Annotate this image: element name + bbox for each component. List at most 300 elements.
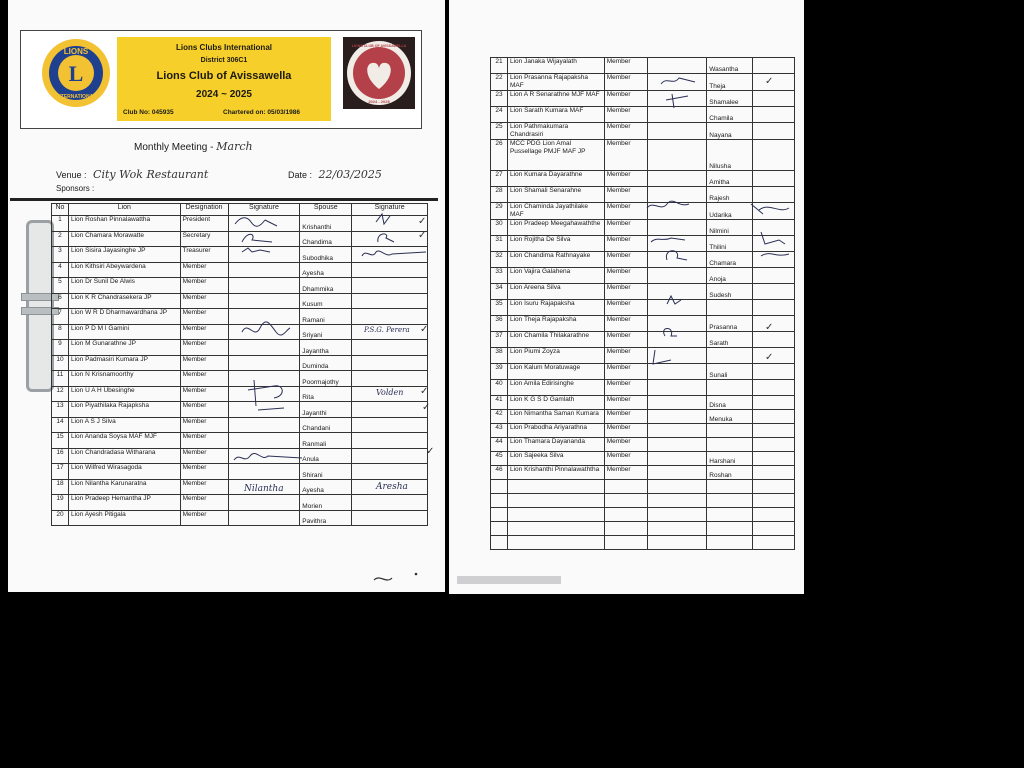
row-number: 16 — [52, 448, 69, 464]
designation: Member — [180, 464, 228, 480]
designation: Member — [180, 386, 228, 402]
spouse-signature-cell — [753, 438, 795, 452]
row-number: 5 — [52, 278, 69, 294]
row-number: 17 — [52, 464, 69, 480]
col-no: No — [52, 204, 69, 216]
spouse-name: Ramani — [300, 309, 352, 325]
designation: Member — [604, 316, 647, 332]
signature-mark — [645, 198, 693, 214]
empty-cell — [507, 480, 604, 494]
table-row — [52, 510, 428, 526]
spouse-name: Anula — [300, 448, 352, 464]
spouse-name: Theja — [707, 74, 753, 91]
spouse-name: Wasantha — [707, 58, 753, 74]
designation: Member — [180, 355, 228, 371]
designation: Member — [604, 91, 647, 107]
signature-mark — [649, 232, 689, 246]
spouse-name: Ranmali — [300, 433, 352, 449]
empty-cell — [707, 480, 753, 494]
logo-text: LIONS — [63, 47, 89, 56]
member-name: Lion Nilantha Karunaratna — [68, 479, 180, 495]
table-row — [491, 410, 795, 424]
member-signature-cell — [647, 58, 707, 74]
club-emblem-icon — [343, 37, 415, 109]
spouse-signature-cell — [352, 495, 428, 511]
spouse-signature-cell — [352, 433, 428, 449]
empty-row — [491, 536, 795, 550]
table-row — [491, 424, 795, 438]
spouse-signature-cell — [753, 74, 795, 91]
signature-mark — [755, 228, 795, 262]
table-row — [491, 332, 795, 348]
tick-mark: ✓ — [765, 322, 774, 333]
logo-subtext: INTERNATIONAL — [55, 94, 97, 100]
stray-mark — [372, 570, 422, 586]
spouse-name: Nilusha — [707, 140, 753, 171]
spouse-signature-18: Aresha — [376, 482, 408, 492]
table-row — [491, 316, 795, 332]
table-row — [491, 348, 795, 364]
member-signature-cell — [647, 140, 707, 171]
row-number: 46 — [491, 466, 508, 480]
table-row — [52, 340, 428, 356]
spouse-signature-cell — [352, 278, 428, 294]
spouse-name: Harshani — [707, 452, 753, 466]
row-number: 28 — [491, 187, 508, 203]
designation: Member — [604, 123, 647, 140]
club-name: Lions Club of Avissawella — [156, 70, 292, 82]
designation: Member — [604, 300, 647, 316]
member-signature-cell — [228, 278, 300, 294]
row-number: 41 — [491, 396, 508, 410]
spouse-signature-cell — [753, 466, 795, 480]
table-row — [52, 278, 428, 294]
row-number: 20 — [52, 510, 69, 526]
table-row — [52, 355, 428, 371]
member-name: Lion Janaka Wijayalath — [507, 58, 604, 74]
designation: Member — [180, 433, 228, 449]
member-signature-cell — [228, 340, 300, 356]
col-spouse: Spouse — [300, 204, 352, 216]
row-number: 7 — [52, 309, 69, 325]
spouse-name: Menuka — [707, 410, 753, 424]
signature-mark — [663, 294, 685, 306]
attendance-sheet-page-2 — [449, 0, 804, 594]
spouse-name: Chamila — [707, 107, 753, 123]
designation: Member — [604, 203, 647, 220]
designation: Member — [604, 424, 647, 438]
designation: Member — [180, 262, 228, 278]
member-signature-cell — [647, 171, 707, 187]
tick-mark: ✓ — [765, 76, 774, 87]
district-name: District 306C1 — [200, 57, 248, 64]
table-row — [52, 402, 428, 418]
member-name: Lion A R Senarathne MJF MAF — [507, 91, 604, 107]
member-signature-cell — [228, 495, 300, 511]
member-signature-cell — [228, 262, 300, 278]
designation: Secretary — [180, 231, 228, 247]
venue-label: Venue : — [56, 170, 87, 180]
designation: Member — [180, 510, 228, 526]
signature-mark — [372, 212, 396, 226]
spouse-name: Thilini — [707, 236, 753, 252]
empty-cell — [647, 522, 707, 536]
member-signature-cell — [647, 466, 707, 480]
member-name: Lion Shamali Senarahne — [507, 187, 604, 203]
member-name: Lion Thamara Dayananda — [507, 438, 604, 452]
spouse-signature-cell — [753, 380, 795, 396]
spouse-signature-cell — [352, 464, 428, 480]
row-number: 39 — [491, 364, 508, 380]
table-row — [52, 386, 428, 402]
club-header — [20, 30, 422, 129]
top-divider — [10, 198, 438, 201]
member-name: Lion U A H Ubesinghe — [68, 386, 180, 402]
table-row — [491, 300, 795, 316]
row-number: 45 — [491, 452, 508, 466]
spouse-signature-12: Volden — [376, 388, 404, 397]
signature-mark — [749, 200, 793, 220]
designation: Member — [180, 448, 228, 464]
row-number: 42 — [491, 410, 508, 424]
member-name: Lion Ayesh Pitigala — [68, 510, 180, 526]
spouse-signature-cell — [352, 402, 431, 418]
designation: Member — [604, 187, 647, 203]
empty-cell — [491, 508, 508, 522]
meeting-month: March — [216, 140, 253, 153]
spouse-name: Rajesh — [707, 187, 753, 203]
table-row — [52, 479, 428, 495]
spouse-name — [707, 348, 753, 364]
col-spouse-signature: Signature — [352, 204, 428, 216]
spouse-signature-cell — [753, 107, 795, 123]
spouse-name: Kusum — [300, 293, 352, 309]
member-name: Lion Sajeeka Silva — [507, 452, 604, 466]
club-year: 2024 ~ 2025 — [196, 89, 252, 100]
empty-cell — [507, 536, 604, 550]
member-name: Lion Chaminda Jayathilake MAF — [507, 203, 604, 220]
table-row — [52, 417, 428, 433]
table-row — [491, 91, 795, 107]
row-number: 13 — [52, 402, 69, 418]
binder-clip — [26, 220, 54, 392]
col-signature: Signature — [228, 204, 300, 216]
member-name: Lion N Krisnamoorthy — [68, 371, 180, 387]
signature-mark — [645, 348, 675, 366]
member-name: Lion Padmasiri Kumara JP — [68, 355, 180, 371]
row-number: 12 — [52, 386, 69, 402]
spouse-signature-cell — [753, 171, 795, 187]
spouse-signature-cell — [753, 284, 795, 300]
empty-cell — [604, 494, 647, 508]
member-signature-cell — [228, 433, 300, 449]
row-number: 21 — [491, 58, 508, 74]
row-number: 4 — [52, 262, 69, 278]
spouse-name: Rita — [300, 386, 352, 402]
designation: President — [180, 216, 228, 232]
meeting-title — [134, 140, 253, 153]
designation: Member — [604, 452, 647, 466]
spouse-name: Sriyani — [300, 324, 352, 340]
member-name: Lion Pathmakumara Chandrasiri — [507, 123, 604, 140]
club-number: Club No: 045935 — [123, 109, 174, 116]
signature-mark — [360, 246, 430, 262]
spouse-name — [707, 300, 753, 316]
spouse-name: Jayanthi — [300, 402, 352, 418]
member-signature-cell — [228, 355, 300, 371]
designation: Member — [604, 58, 647, 74]
row-number: 10 — [52, 355, 69, 371]
member-name: Lion Pradeep Meegahawaththe — [507, 220, 604, 236]
designation: Member — [604, 396, 647, 410]
designation: Member — [180, 324, 228, 340]
signature-mark — [659, 74, 699, 88]
tick-mark: ✓ — [420, 386, 429, 397]
scan-smudge — [457, 576, 561, 584]
table-row — [491, 268, 795, 284]
spouse-name: Roshan — [707, 466, 753, 480]
empty-cell — [507, 494, 604, 508]
table-row — [491, 58, 795, 74]
spouse-name: Prasanna — [707, 316, 753, 332]
spouse-name: Chamara — [707, 252, 753, 268]
member-name: Lion Isuru Rajapaksha — [507, 300, 604, 316]
empty-cell — [507, 522, 604, 536]
designation: Member — [180, 309, 228, 325]
spouse-name: Shamalee — [707, 91, 753, 107]
row-number: 29 — [491, 203, 508, 220]
table-row — [491, 123, 795, 140]
member-signature-cell — [647, 438, 707, 452]
empty-cell — [647, 536, 707, 550]
row-number: 2 — [52, 231, 69, 247]
spouse-name: Dhammika — [300, 278, 352, 294]
svg-text:L: L — [68, 61, 84, 86]
spouse-name — [707, 424, 753, 438]
spouse-name: Sudesh — [707, 284, 753, 300]
spouse-signature-cell — [352, 355, 428, 371]
table-row — [491, 396, 795, 410]
signature-mark — [233, 214, 283, 230]
row-number: 22 — [491, 74, 508, 91]
designation: Member — [180, 479, 228, 495]
spouse-name: Udarika — [707, 203, 753, 220]
member-name: Lion Dr Sunil De Alwis — [68, 278, 180, 294]
empty-cell — [604, 536, 647, 550]
designation: Member — [180, 293, 228, 309]
empty-cell — [647, 480, 707, 494]
table-row — [491, 140, 795, 171]
row-number: 40 — [491, 380, 508, 396]
table-row — [491, 438, 795, 452]
member-name: MCC PDG Lion Amal Pussellage PMJF MAF JP — [507, 140, 604, 171]
designation: Member — [604, 220, 647, 236]
empty-cell — [491, 536, 508, 550]
row-number: 25 — [491, 123, 508, 140]
table-row — [491, 380, 795, 396]
empty-cell — [707, 494, 753, 508]
org-name: Lions Clubs International — [175, 43, 272, 52]
spouse-signature-cell — [753, 424, 795, 438]
tick-mark: ✓ — [420, 324, 429, 335]
designation: Member — [604, 171, 647, 187]
spouse-signature-cell — [753, 123, 795, 140]
charter-date: Chartered on: 05/03/1986 — [223, 109, 300, 116]
designation: Member — [604, 410, 647, 424]
empty-cell — [604, 508, 647, 522]
member-name: Lion Chandima Rathnayake — [507, 252, 604, 268]
member-name: Lion A S J Silva — [68, 417, 180, 433]
empty-cell — [647, 494, 707, 508]
emblem-top-text: LIONS CLUB OF AVISSAWELLA — [351, 44, 407, 48]
attendance-sheet-page-1 — [8, 0, 445, 592]
spouse-name: Sarath — [707, 332, 753, 348]
spouse-signature-cell — [352, 293, 428, 309]
spouse-signature-cell — [753, 268, 795, 284]
member-name: Lion Prabodha Ariyarathna — [507, 424, 604, 438]
spouse-signature-cell — [753, 58, 795, 74]
designation: Member — [604, 466, 647, 480]
member-name: Lion P D M I Gamini — [68, 324, 180, 340]
member-name: Lion K G S D Gamlath — [507, 396, 604, 410]
row-number: 44 — [491, 438, 508, 452]
designation: Member — [604, 107, 647, 123]
spouse-signature-cell — [753, 364, 795, 380]
spouse-name: Ayesha — [300, 262, 352, 278]
date-label: Date : — [288, 170, 313, 180]
spouse-name: Nayana — [707, 123, 753, 140]
member-name: Lion Chamila Thilakarathne — [507, 332, 604, 348]
spouse-signature-cell — [753, 91, 795, 107]
designation: Member — [604, 380, 647, 396]
spouse-signature-cell — [753, 452, 795, 466]
spouse-name: Pavithra — [300, 510, 352, 526]
signature-mark — [372, 230, 396, 244]
row-number: 30 — [491, 220, 508, 236]
spouse-signature-cell — [352, 262, 428, 278]
member-name: Lion Chandradasa Witharana — [68, 448, 180, 464]
signature-mark — [657, 324, 681, 340]
spouse-name — [707, 380, 753, 396]
empty-cell — [507, 508, 604, 522]
member-name: Lion Chamara Morawatte — [68, 231, 180, 247]
signature-mark — [661, 246, 691, 266]
member-name: Lion W R D Dharmawardhana JP — [68, 309, 180, 325]
spouse-signature-8: P.S.G. Perera — [364, 326, 410, 334]
designation: Treasurer — [180, 247, 228, 263]
row-number: 37 — [491, 332, 508, 348]
empty-cell — [604, 480, 647, 494]
row-number: 24 — [491, 107, 508, 123]
member-name: Lion Nimantha Saman Kumara — [507, 410, 604, 424]
row-number: 15 — [52, 433, 69, 449]
member-signature-cell — [228, 510, 300, 526]
designation: Member — [604, 236, 647, 252]
venue-line — [56, 168, 208, 181]
meeting-title-label: Monthly Meeting - — [134, 142, 214, 153]
spouse-signature-cell — [352, 448, 428, 464]
row-number: 14 — [52, 417, 69, 433]
row-number: 32 — [491, 252, 508, 268]
empty-cell — [491, 494, 508, 508]
table-row — [52, 262, 428, 278]
empty-cell — [707, 536, 753, 550]
table-row — [491, 220, 795, 236]
row-number: 19 — [52, 495, 69, 511]
signature-mark — [240, 244, 280, 256]
member-signature-cell — [647, 380, 707, 396]
col-designation: Designation — [180, 204, 228, 216]
sponsors-label: Sponsors : — [56, 184, 95, 193]
row-number: 34 — [491, 284, 508, 300]
member-signature-18: Nilantha — [244, 484, 284, 494]
designation: Member — [604, 252, 647, 268]
designation: Member — [180, 402, 228, 418]
empty-cell — [707, 522, 753, 536]
spouse-signature-cell — [753, 316, 795, 332]
member-signature-cell — [647, 268, 707, 284]
table-row — [491, 466, 795, 480]
spouse-signature-cell — [753, 410, 795, 424]
empty-cell — [753, 508, 795, 522]
table-row — [491, 171, 795, 187]
row-number: 6 — [52, 293, 69, 309]
spouse-signature-cell — [753, 396, 795, 410]
designation: Member — [180, 417, 228, 433]
signature-mark — [664, 90, 694, 110]
member-name: Lion Roshan Pinnalawattha — [68, 216, 180, 232]
spouse-signature-cell — [352, 340, 428, 356]
row-number: 23 — [491, 91, 508, 107]
tick-mark: ✓ — [418, 230, 427, 241]
member-name: Lion Vajira Galahena — [507, 268, 604, 284]
table-row — [52, 433, 428, 449]
signature-mark — [244, 376, 294, 416]
designation: Member — [604, 364, 647, 380]
spouse-name: Duminda — [300, 355, 352, 371]
member-signature-cell — [228, 417, 300, 433]
signature-mark — [240, 320, 292, 340]
row-number: 35 — [491, 300, 508, 316]
designation: Member — [180, 371, 228, 387]
row-number: 26 — [491, 140, 508, 171]
row-number: 1 — [52, 216, 69, 232]
member-name: Lion Theja Rajapaksha — [507, 316, 604, 332]
date-value: 22/03/2025 — [318, 168, 382, 181]
row-number: 43 — [491, 424, 508, 438]
member-name: Lion Pradeep Hemantha JP — [68, 495, 180, 511]
designation: Member — [604, 268, 647, 284]
table-row — [52, 495, 428, 511]
row-number: 18 — [52, 479, 69, 495]
empty-cell — [753, 522, 795, 536]
row-number: 36 — [491, 316, 508, 332]
member-name: Lion Kalum Moratuwage — [507, 364, 604, 380]
empty-row — [491, 480, 795, 494]
table-row — [491, 252, 795, 268]
row-number: 9 — [52, 340, 69, 356]
tick-mark: ✓ — [422, 402, 431, 413]
member-name: Lion Sisira Jayasinghe JP — [68, 247, 180, 263]
signature-mark — [232, 450, 308, 466]
member-name: Lion Areena Silva — [507, 284, 604, 300]
spouse-name: Jayantha — [300, 340, 352, 356]
member-signature-cell — [647, 424, 707, 438]
table-row — [491, 236, 795, 252]
member-name: Lion K R Chandrasekera JP — [68, 293, 180, 309]
spouse-name: Disna — [707, 396, 753, 410]
row-number: 3 — [52, 247, 69, 263]
